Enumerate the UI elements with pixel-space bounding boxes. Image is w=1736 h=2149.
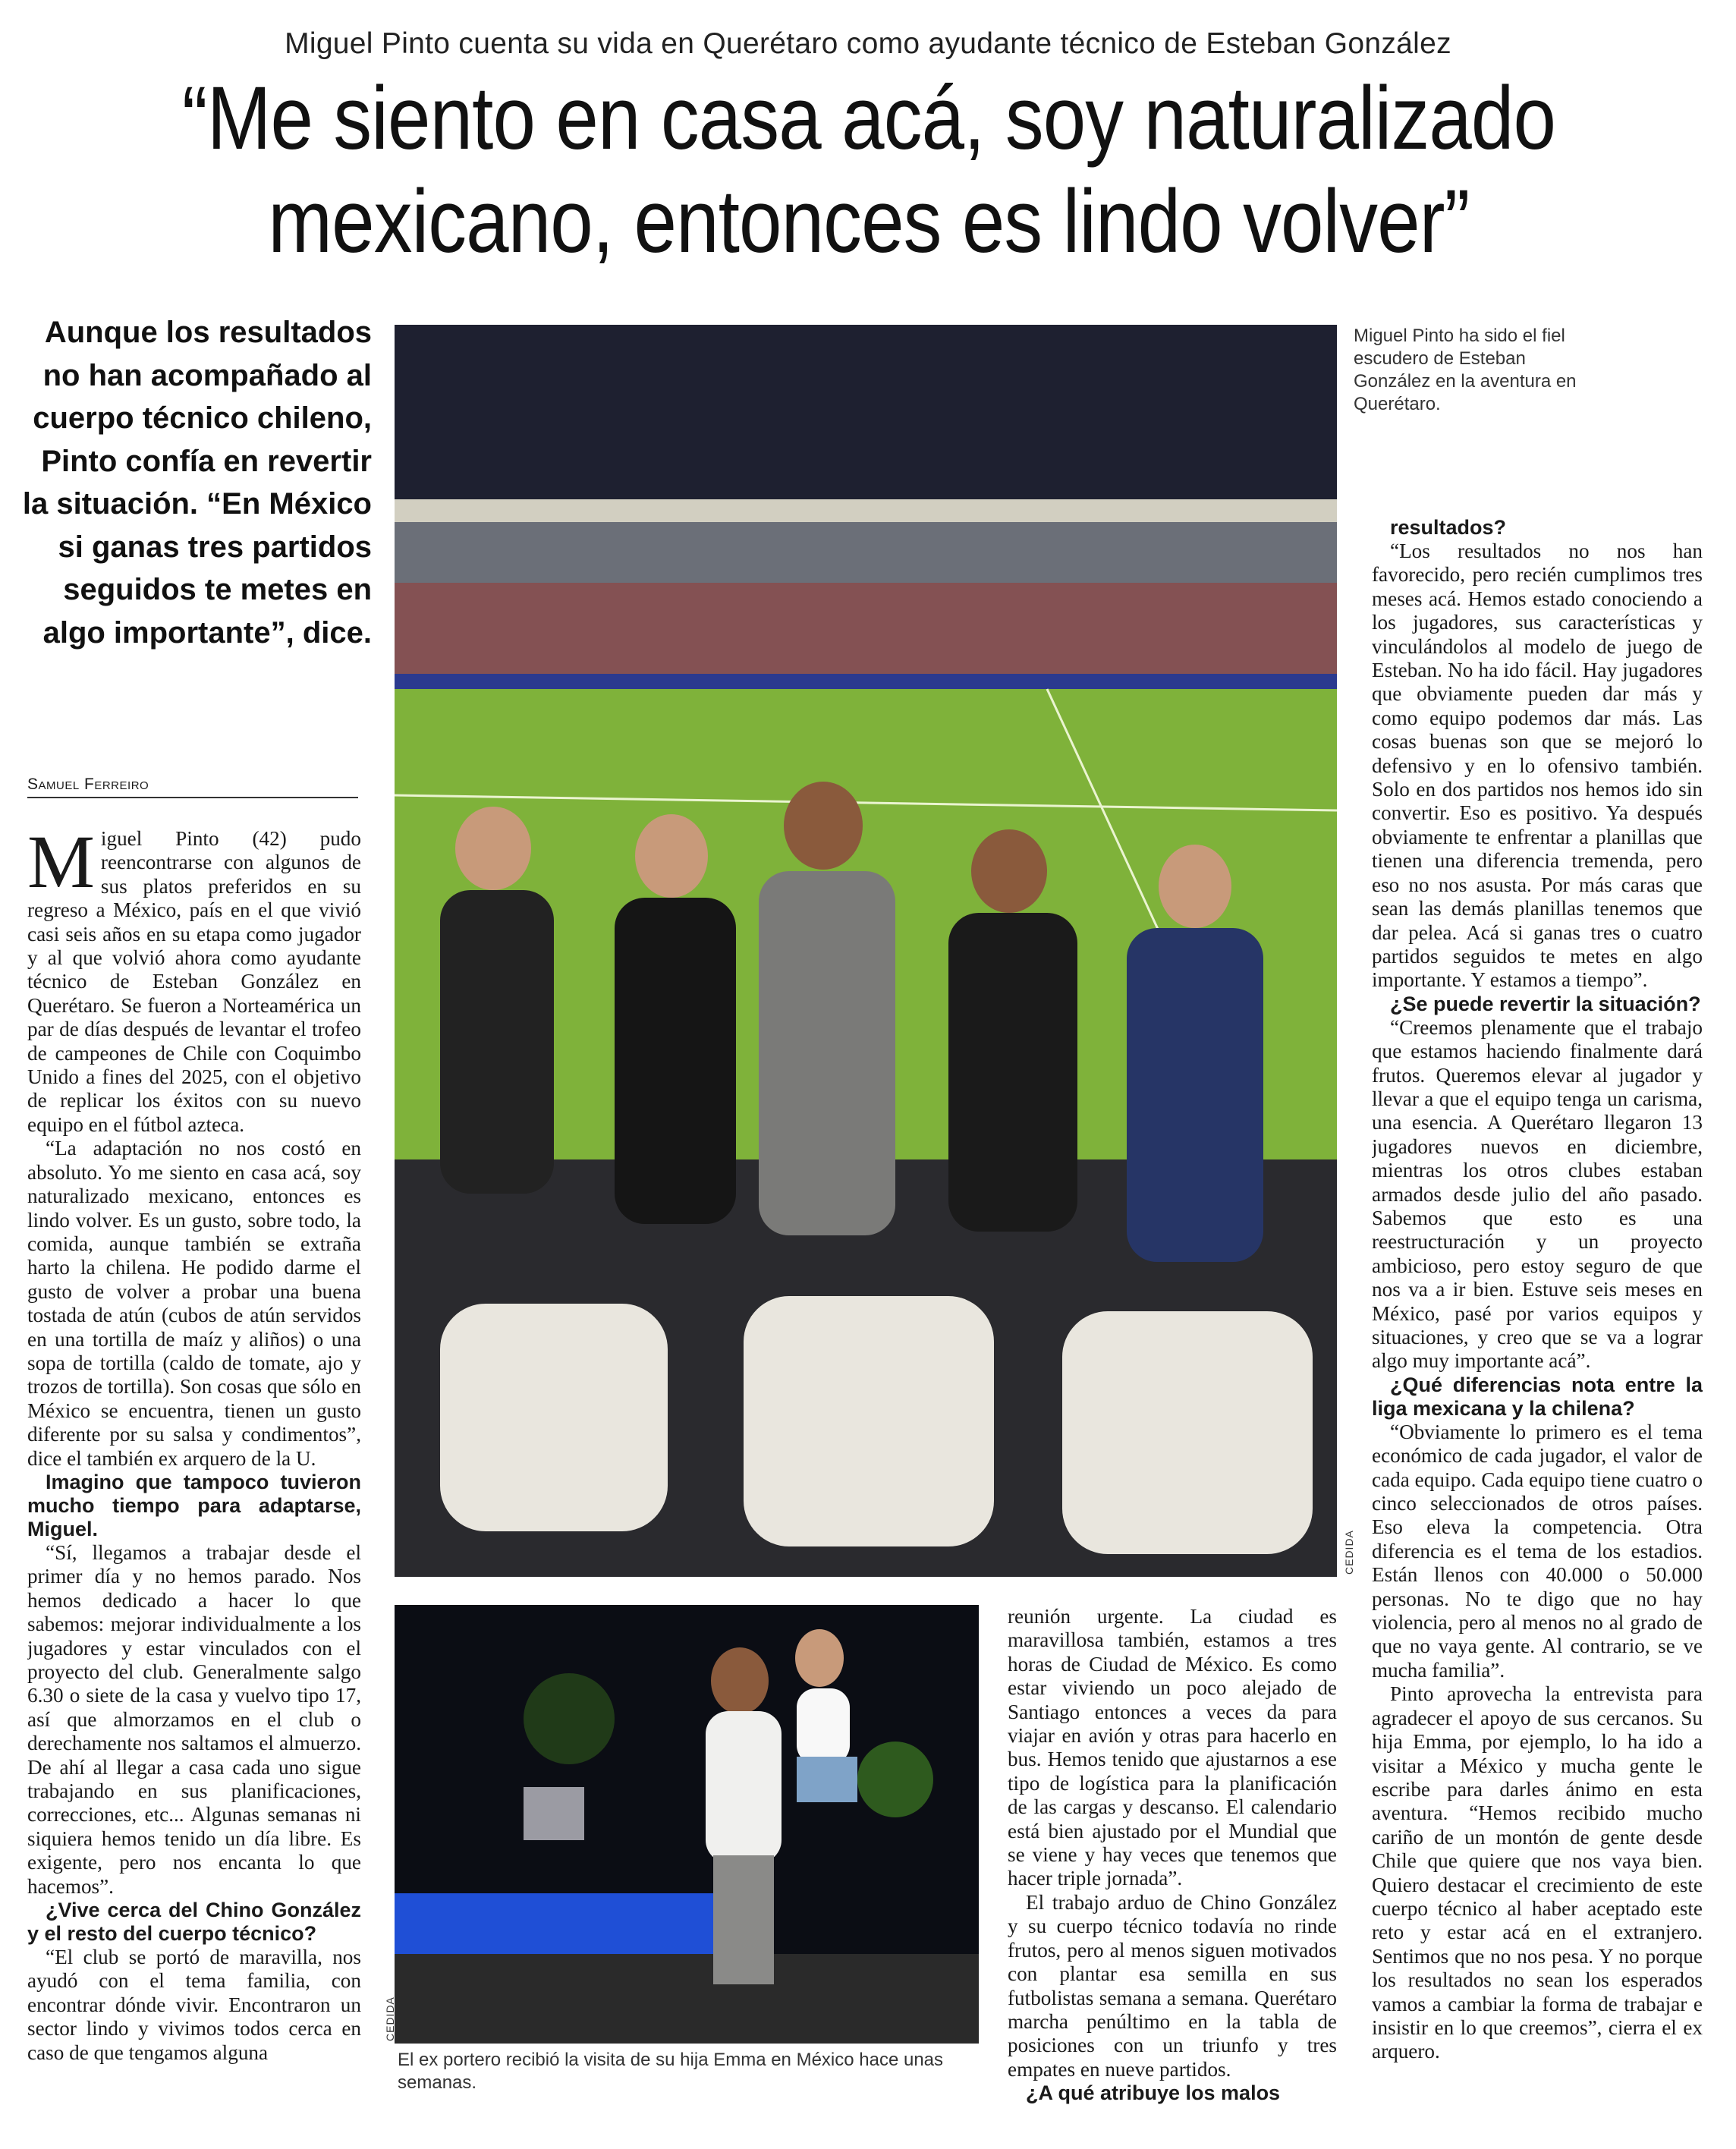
paragraph: “La adaptación no nos costó en absoluto. Yo me siento en casa acá, soy naturalizado mexicano, entonces es lindo volver. Es un gusto, sobre todo, la comida, aunque también se extraña harto la chilena. He podido darme el gusto de volver a probar una buena tostada de atún (cubos de atún servidos en una tortilla de maíz y aliños) o una sopa de tortilla (caldo de tomate, ajo y trozos de tortilla). Son cosas que sólo en México se encuentra, tienen un gusto diferente por su salsa y condimentos”, dice el también ex arquero de la U. xyxy=(27,1137,361,1470)
paragraph: “Creemos plenamente que el trabajo que estamos haciendo finalmente dará frutos. Queremos elevar al jugador y llevar a que el equipo tenga un carisma, una esencia. A Querétaro llegaron 13 jugadores nuevos en diciembre, mientras los otros clubes estaban armados desde julio del año pasado. Sabemos que esto es una reestructuración y un proyecto ambicioso, pero estoy seguro de que nos va a ir bien. Estuve seis meses en México, pasé por varios equipos y situaciones, y creo que se va a lograr algo muy importante acá”. xyxy=(1372,1015,1703,1373)
secondary-photo-caption: El ex portero recibió la visita de su hija Emma en México hace unas semanas. xyxy=(398,2050,944,2093)
question: ¿Vive cerca del Chino González y el resto del cuerpo técnico? xyxy=(27,1899,361,1946)
stadium-photo xyxy=(395,325,1337,1577)
paragraph: “El club se portó de maravilla, nos ayudó con el tema familia, con encontrar dónde vivir. Encontraron un sector lindo y vivimos todos cerca en caso de que tengamos alguna xyxy=(27,1946,361,2064)
secondary-photo-credit: CEDIDA xyxy=(384,1996,396,2041)
question: resultados? xyxy=(1390,516,1507,539)
byline: Samuel Ferreiro xyxy=(27,776,358,798)
question: ¿Qué diferencias nota entre la liga mexicana y la chilena? xyxy=(1372,1373,1703,1420)
paragraph: “Sí, llegamos a trabajar desde el primer día y no hemos parado. Nos hemos dedicado a hacer lo que sabemos: mejorar individualmente a los jugadores y estar vinculados con el proyecto del club. Generalmente salgo 6.30 o siete de la casa y vuelvo tipo 17, así que almorzamos en el club o derechamente nos saltamos el almuerzo. De ahí al llegar a casa cada uno sigue trabajando en sus planificaciones, correcciones, etc... Algunas semanas ni siquiera hemos tenido un día libre. Es exigente, pero nos encanta lo que hacemos”. xyxy=(27,1540,361,1898)
daughter-photo xyxy=(395,1605,979,2044)
daughter-photo-illustration xyxy=(395,1605,979,2044)
question: ¿Se puede revertir la situación? xyxy=(1390,992,1701,1015)
paragraph: reunión urgente. La ciudad es maravillosa también, estamos a tres horas de Ciudad de México. Es como estar viviendo un poco alejado de Santiago entonces a veces da para viajar en avión y otras para hacerlo en bus. Hemos tenido que ajustarnos a ese tipo de logística para la planificación de las cargas y descanso. El calendario está bien ajustado por el Mundial que se viene y hay veces que tenemos que hacer triple jornada”. xyxy=(1008,1605,1337,1890)
headline: “Me siento en casa acá, soy naturalizado mexicano, entonces es lindo volver” xyxy=(181,68,1556,272)
paragraph: “Obviamente lo primero es el tema económico de cada jugador, el valor de cada equipo. Cada equipo tiene cuatro o cinco seleccionados de otros países. Eso eleva la competencia. Otra diferencia es el tema de los estadios. Están llenos con 40.000 o 50.000 personas. No te digo que no hay violencia, pero al menos no al grado de que no vaya gente. Al contrario, se ve mucha familia”. xyxy=(1372,1420,1703,1682)
kicker: Miguel Pinto cuenta su vida en Querétaro como ayudante técnico de Esteban González xyxy=(285,27,1451,60)
main-photo-credit: CEDIDA xyxy=(1343,1530,1355,1575)
column-3 xyxy=(1372,516,1703,2140)
stadium-photo-illustration xyxy=(395,325,1337,1577)
paragraph: El trabajo arduo de Chino González y su cuerpo técnico todavía no rinde frutos, pero al menos siguen motivados con plantar esa semilla en sus futbolistas semana a semana. Querétaro marcha penúltimo en la tabla de posiciones con un triunfo y tres empates en nueve partidos. xyxy=(1008,1890,1337,2081)
paragraph: Pinto aprovecha la entrevista para agradecer el apoyo de sus cercanos. Su hija Emma, por ejemplo, lo ha ido a visitar a México y mucha gente le escribe para darles ánimo en esta aventura. “Hemos recibido mucho cariño de un montón de gente desde Chile que quiere que nos vaya bien. Quiero destacar el crecimiento de este cuerpo técnico al haber aceptado este reto y estar acá en el extranjero. Sentimos que no nos pesa. Y no porque los resultados no sean los esperados vamos a cambiar la forma de trabajar e insistir en lo que creemos”, cierra el ex arquero. xyxy=(1372,1682,1703,2063)
main-photo-caption: Miguel Pinto ha sido el fiel escudero de Esteban González en la aventura en Querétaro. xyxy=(1354,326,1577,414)
dropcap: M xyxy=(27,827,95,904)
question: ¿A qué atribuye los malos xyxy=(1026,2081,1281,2105)
lede: Aunque los resultados no han acompañado al cuerpo técnico chileno, Pinto confía en revertir la situación. “En México si ganas tres partidos seguidos te metes en algo importante”, dice. xyxy=(22,316,372,650)
column-1 xyxy=(27,827,361,2132)
paragraph: Miguel Pinto (42) pudo reencontrarse con algunos de sus platos preferidos en su regreso a México, país en el que vivió casi seis años en su etapa como jugador y al que volvió ahora como ayudante técnico de Esteban González en Querétaro. Se fueron a Norteamérica un par de días después de levantar el trofeo de campeones de Chile con Coquimbo Unido a fines del 2025, con el objetivo de replicar los éxitos con su nuevo equipo en el fútbol azteca. xyxy=(27,827,361,1136)
paragraph: “Los resultados no nos han favorecido, pero recién cumplimos tres meses acá. Hemos estado conociendo a los jugadores, sus características y vinculándolos al modelo de juego de Esteban. No ha ido fácil. Hay jugadores que obviamente pueden dar más y como equipo podemos dar más. Las cosas buenas son que se mejoró lo defensivo y en lo ofensivo también. Solo en dos partidos nos hemos ido sin convertir. Eso es positivo. Ya después obviamente te enfrentar a planillas que tienen una diferencia tremenda, pero eso no nos asusta. Por más caras que sean las demás planillas tenemos que dar pelea. Acá si ganas tres o cuatro partidos seguidos te metes en algo importante. Y estamos a tiempo”. xyxy=(1372,540,1703,992)
question: Imagino que tampoco tuvieron mucho tiempo para adaptarse, Miguel. xyxy=(27,1470,361,1540)
column-2 xyxy=(1008,1605,1337,2136)
